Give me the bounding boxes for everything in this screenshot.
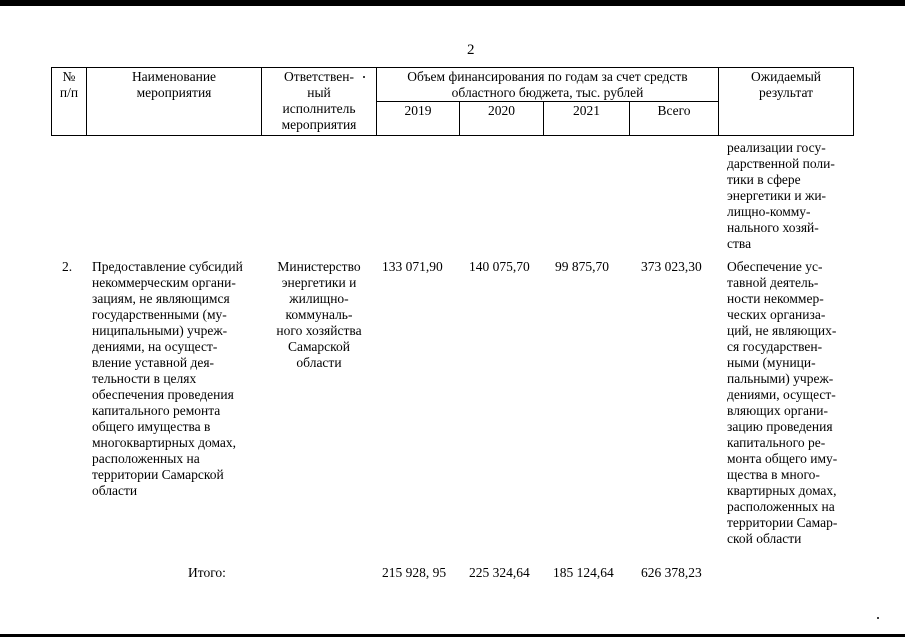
page-number: 2 [467, 42, 475, 58]
scan-speck [877, 617, 879, 619]
total-value-2020: 225 324,64 [469, 565, 530, 580]
col-line-8 [853, 67, 854, 136]
header-name: Наименование мероприятия [131, 69, 217, 100]
header-total: Всего [657, 103, 691, 118]
bottom-border [0, 634, 905, 637]
header-executor: Ответствен- ный исполнитель мероприятия [281, 69, 357, 132]
continued-result-text: реализации госу- дарственной поли- тики в сфере энергетики и жи- лищно-комму- нального хозяй- ства [727, 140, 835, 251]
row-value-2019: 133 071,90 [382, 259, 443, 274]
table-top-line [51, 67, 854, 68]
row-result: Обеспечение ус- тавной деятель- ности некоммер- ческих организа- ций, не являющих- ся государствен- ными (муници- пальными) учреж- дениями, осущест- вляющих органи- зацию проведения капитального ре- монта общего иму- щества в много- квартирных домах, расположенных на территории Самар- ской области [727, 259, 838, 546]
header-year-2020: 2020 [488, 103, 515, 118]
scan-speck [363, 76, 365, 78]
header-num: № п/п [59, 69, 79, 100]
row-value-2020: 140 075,70 [469, 259, 530, 274]
row-executor: Министерство энергетики и жилищно- коммуналь- ного хозяйства Самарской области [276, 259, 362, 370]
header-year-2019: 2019 [404, 103, 432, 118]
row-number: 2. [62, 259, 73, 274]
total-value-2019: 215 928, 95 [382, 565, 447, 580]
header-funding: Объем финансирования по годам за счет средств областного бюджета, тыс. рублей [407, 69, 688, 100]
row-name: Предоставление субсидий некоммерческим органи- зациям, не являющимся государственными (му- ниципальными) учреж- дениями, на осущест- вление уставной дея- тельности в целях обеспечения проведения капитального ремонта общего имущества в многоквартирных домах, расположенных на территории Самарской области [92, 259, 243, 498]
row-value-2021: 99 875,70 [555, 259, 609, 274]
top-border [0, 0, 905, 6]
total-value-all: 626 378,23 [641, 565, 702, 580]
header-result: Ожидаемый результат [751, 69, 821, 100]
years-divider-line [376, 101, 718, 102]
header-bottom-line [51, 135, 854, 136]
total-label: Итого: [188, 565, 226, 580]
total-value-2021: 185 124,64 [553, 565, 614, 580]
header-year-2021: 2021 [573, 103, 600, 118]
row-value-total: 373 023,30 [641, 259, 702, 274]
